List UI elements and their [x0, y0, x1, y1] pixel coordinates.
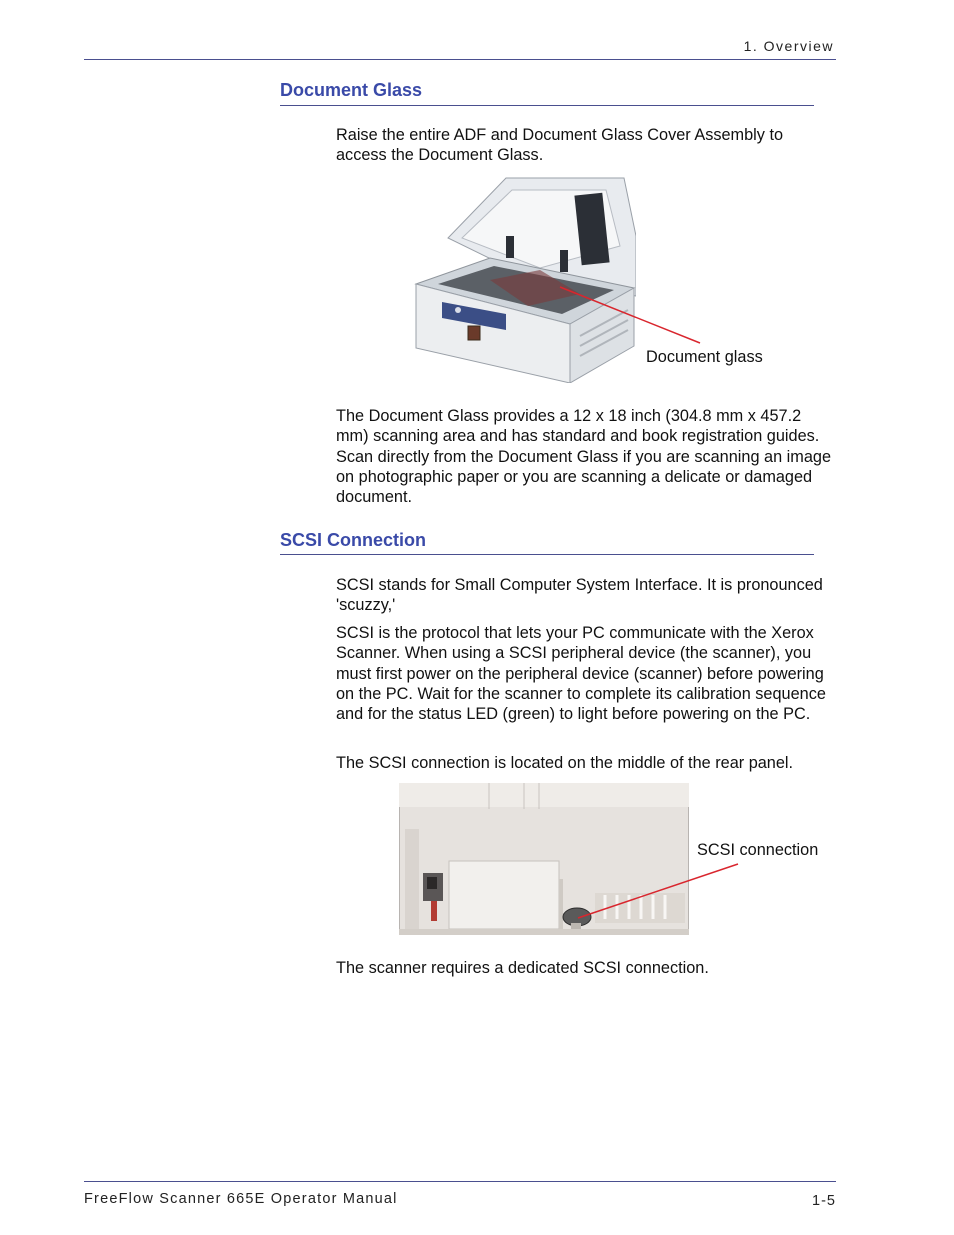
scsi-callout-line: [572, 860, 742, 922]
caption-scsi-connection: SCSI connection: [697, 841, 819, 859]
footer-manual-title: FreeFlow Scanner 665E Operator Manual: [84, 1191, 398, 1207]
section-title-document-glass: Document Glass: [280, 80, 423, 100]
section-title-scsi-connection: SCSI Connection: [280, 530, 427, 550]
paragraph-scsi-location: The SCSI connection is located on the middle of the rear panel.: [336, 754, 794, 772]
document-glass-callout-line: [540, 275, 710, 347]
paragraph-scsi-definition: SCSI stands for Small Computer System Interface. It is pronounced 'scuzzy,': [336, 576, 823, 615]
footer-page-number: 1-5: [812, 1193, 836, 1209]
paragraph-document-glass-details: The Document Glass provides a 12 x 18 inch (304.8 mm x 457.2 mm) scanning area and has standard and book registration guides. Scan directly from the Document Glass if you are scanning an image on photographic paper or you are scanning a delicate or damaged document.: [336, 407, 832, 507]
section-rule-scsi-connection: [280, 554, 814, 555]
paragraph-scsi-protocol: SCSI is the protocol that lets your PC communicate with the Xerox Scanner. When using a SCSI peripheral device (the scanner), you must first power on the peripheral device (scanner) before powering on the PC. Wait for the scanner to complete its calibration sequence and for the status LED (green) to light before powering on the PC.: [336, 624, 826, 724]
paragraph-document-glass-intro: Raise the entire ADF and Document Glass Cover Assembly to access the Document Glass.: [336, 126, 784, 165]
paragraph-scsi-dedicated: The scanner requires a dedicated SCSI connection.: [336, 959, 709, 977]
section-rule-document-glass: [280, 105, 814, 106]
header-rule: [84, 59, 836, 60]
caption-document-glass: Document glass: [646, 348, 763, 366]
running-header: 1. Overview: [743, 38, 834, 54]
footer-rule: [84, 1181, 836, 1182]
